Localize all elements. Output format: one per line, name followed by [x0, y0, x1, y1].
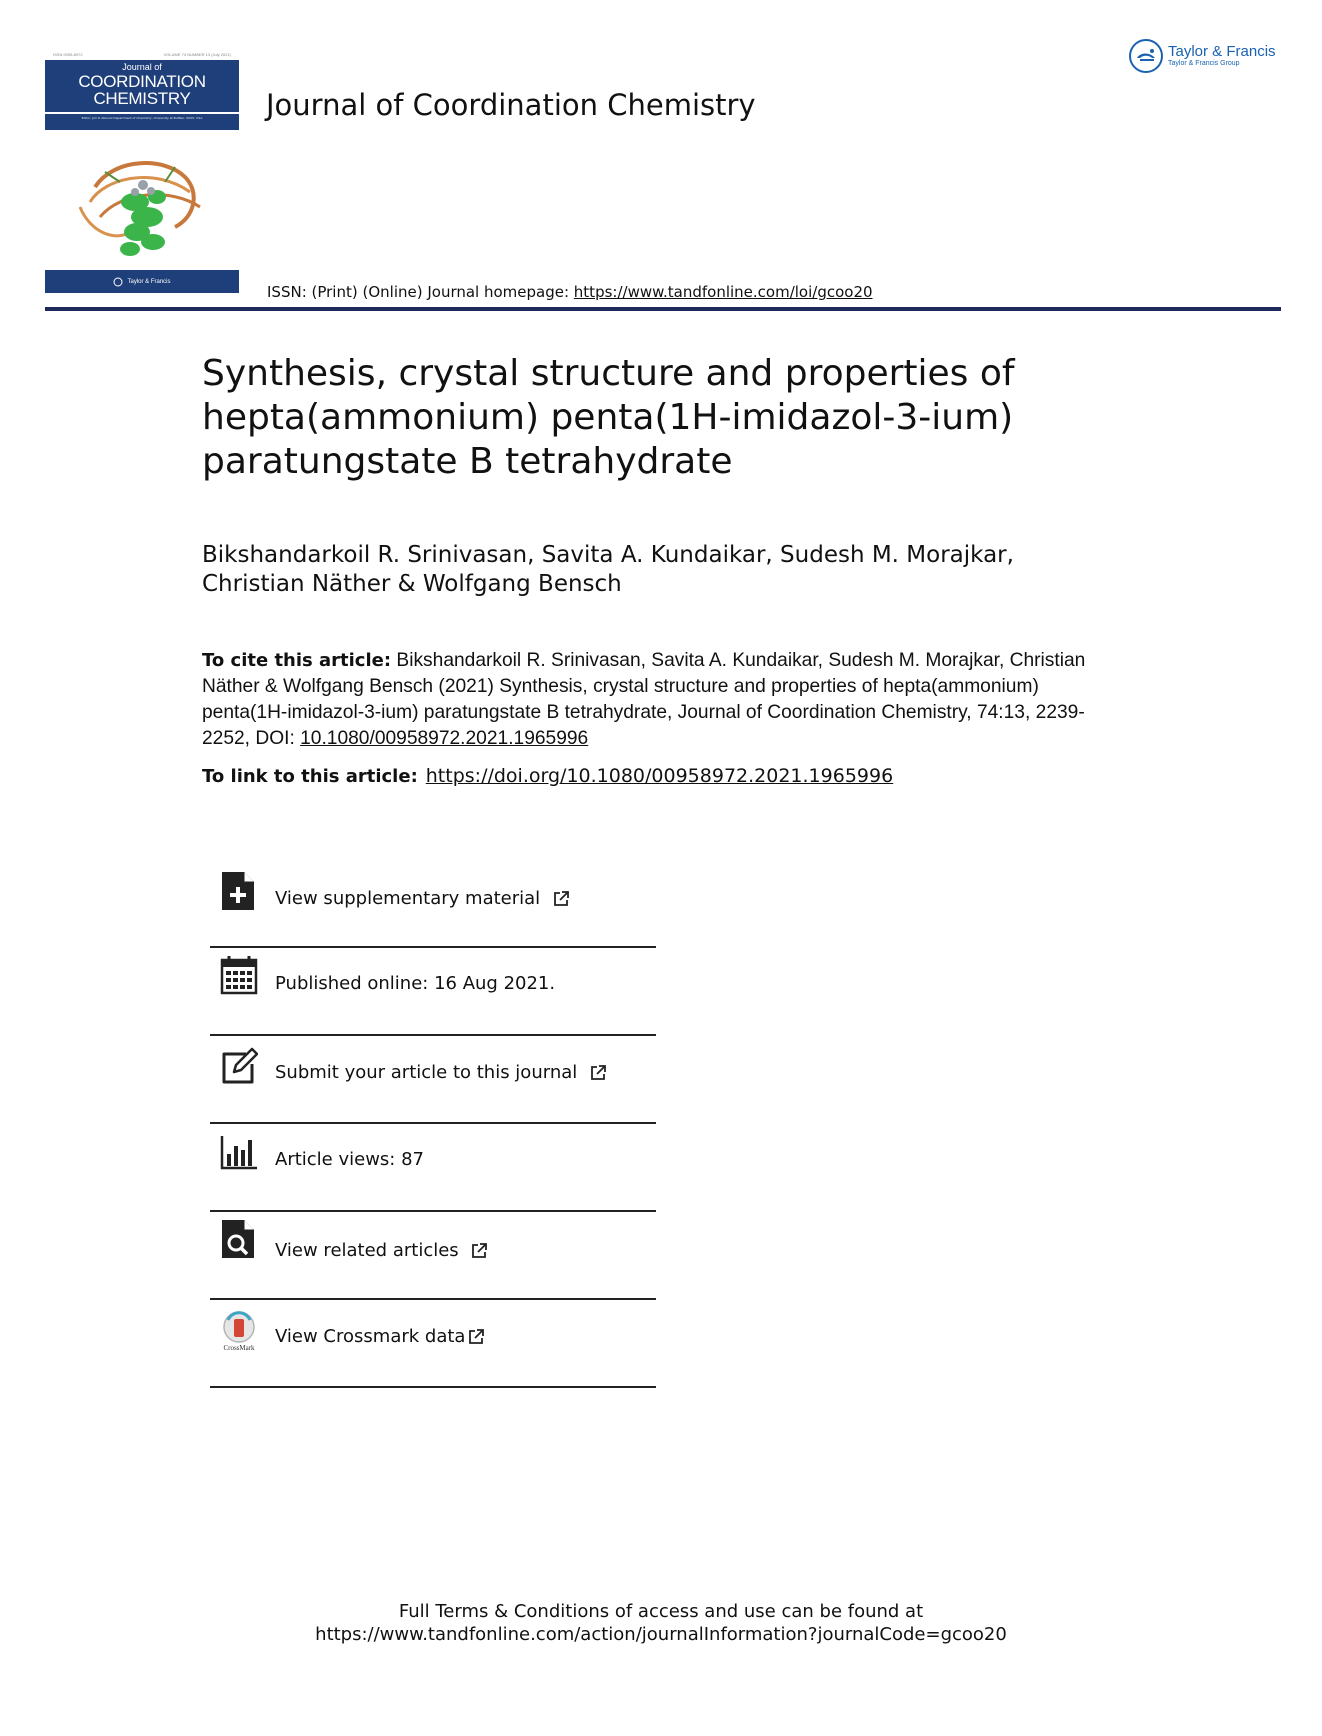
cite-doi-link[interactable]: 10.1080/00958972.2021.1965996: [300, 728, 589, 749]
action-crossmark-data[interactable]: [210, 1300, 656, 1388]
action-supplementary-material[interactable]: [210, 860, 656, 948]
action-label[interactable]: View supplementary material: [275, 888, 541, 909]
action-article-views: [210, 1124, 656, 1212]
footer-terms-link[interactable]: https://www.tandfonline.com/action/journalInformation?journalCode=gcoo20: [315, 1624, 1007, 1645]
issn-homepage-line: [267, 283, 873, 301]
cover-editor-band: [45, 114, 239, 130]
cover-title-band: [45, 60, 239, 112]
external-link-icon: [589, 1064, 607, 1082]
search-document-icon: [220, 1218, 258, 1260]
cover-editor-text: Editor: Jim D Atwood Department of Chemistry, University at Buffalo, SUNY, USA: [81, 116, 203, 120]
article-doi-link[interactable]: https://doi.org/10.1080/00958972.2021.1965996: [425, 765, 894, 787]
journal-title: Journal of Coordination Chemistry: [266, 88, 756, 122]
article-link-line: [202, 765, 893, 787]
cover-coordination: COORDINATION: [78, 72, 206, 91]
terms-footer: [0, 1600, 1322, 1646]
crossmark-icon: [220, 1310, 258, 1352]
footer-line-1: Full Terms & Conditions of access and use can be found at: [398, 1601, 924, 1622]
bar-chart-icon: [220, 1130, 258, 1172]
citation-block: [202, 648, 1122, 752]
action-published-online: [210, 948, 656, 1036]
issn-text: ISSN: (Print) (Online) Journal homepage:: [267, 283, 574, 301]
external-link-icon: [470, 1242, 488, 1260]
cover-publisher-band: [45, 270, 239, 293]
publisher-name: Taylor & Francis: [1168, 43, 1276, 60]
article-authors: [202, 541, 1102, 599]
cite-text: Bikshandarkoil R. Srinivasan, Savita A. Kundaikar, Sudesh M. Morajkar, Christian Näther & Wolfgang Bensch (2021) Synthesis, crystal structure and properties of hepta(ammonium) penta(1H-imidazol-3-ium) paratungstate B tetrahydrate, Journal of Coordination Chemistry, 74:13, 2239-2252, DOI:: [202, 650, 1086, 749]
journal-homepage-link[interactable]: https://www.tandfonline.com/loi/gcoo20: [573, 283, 873, 301]
calendar-icon: [220, 954, 258, 996]
publisher-group: Taylor & Francis Group: [1168, 60, 1240, 67]
action-submit-article[interactable]: [210, 1036, 656, 1124]
external-link-icon: [552, 890, 570, 908]
cite-label: To cite this article:: [202, 650, 392, 671]
cover-journal-of: Journal of: [122, 62, 162, 72]
cover-publisher-name: Taylor & Francis: [127, 278, 171, 285]
journal-cover-image: [45, 52, 239, 293]
action-label[interactable]: Submit your article to this journal: [275, 1062, 578, 1083]
cover-publisher-logo-icon: [113, 277, 123, 287]
article-title: Synthesis, crystal structure and properties of hepta(ammonium) penta(1H-imidazol-3-ium) paratungstate B tetrahydrate: [202, 353, 1015, 482]
external-link-icon: [467, 1328, 485, 1346]
header-divider: [45, 307, 1281, 311]
cover-molecule-illustration: [75, 147, 215, 267]
taylor-francis-lamp-icon: [1128, 38, 1164, 74]
action-label[interactable]: View Crossmark data: [275, 1326, 466, 1347]
edit-icon: [220, 1044, 258, 1086]
action-label: Published online: 16 Aug 2021.: [275, 973, 556, 994]
cover-top-strip: [45, 52, 239, 60]
file-plus-icon: [220, 870, 258, 912]
cover-volume: VOLUME 74 NUMBER 13 (July 2021): [163, 52, 231, 57]
authors-line-2: Christian Näther & Wolfgang Bensch: [202, 571, 622, 597]
link-label: To link to this article:: [202, 766, 418, 787]
action-related-articles[interactable]: [210, 1212, 656, 1300]
action-label: Article views: 87: [275, 1149, 424, 1170]
publisher-logo[interactable]: [1128, 38, 1276, 74]
authors-line-1: Bikshandarkoil R. Srinivasan, Savita A. Kundaikar, Sudesh M. Morajkar,: [202, 542, 1014, 568]
cover-chemistry: CHEMISTRY: [93, 89, 191, 108]
cover-issn: ISSN 0095-8972: [53, 52, 83, 57]
crossmark-icon-label: CrossMark: [223, 1344, 255, 1352]
action-label[interactable]: View related articles: [275, 1240, 459, 1261]
